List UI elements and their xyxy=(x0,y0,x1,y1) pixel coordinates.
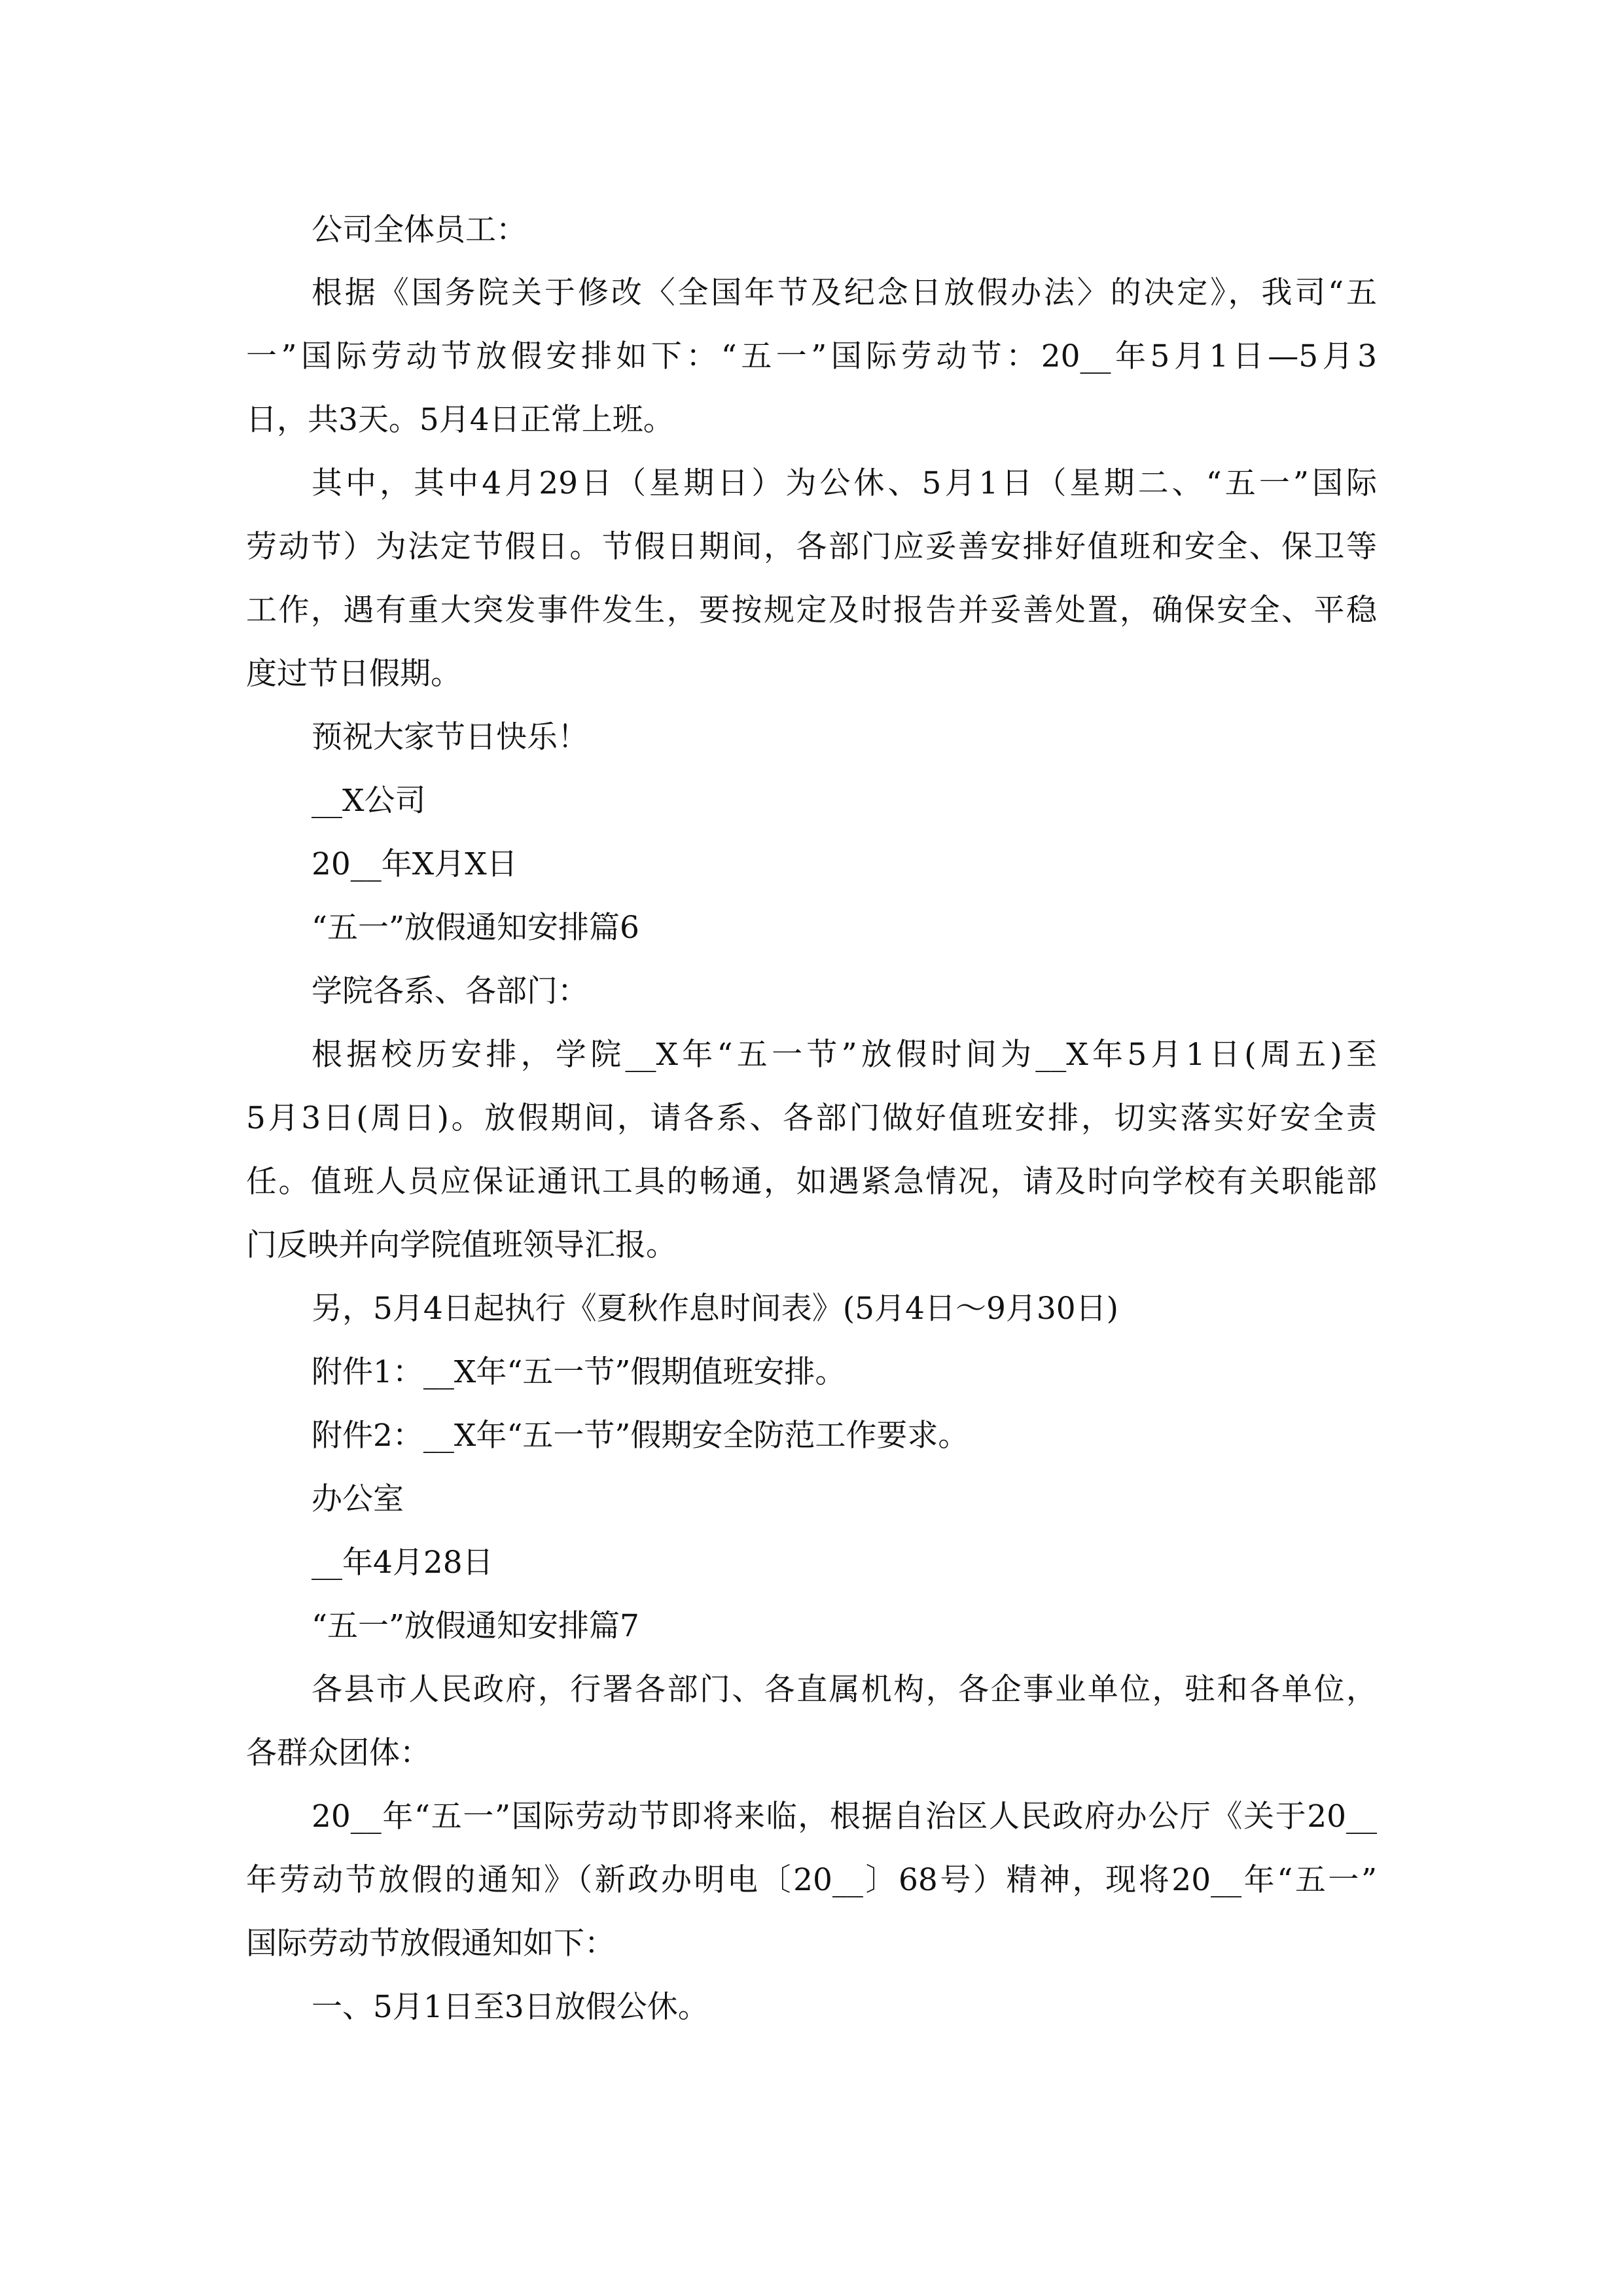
list-item: 一、5月1日至3日放假公休。 xyxy=(312,1989,709,2025)
salutation: 公司全体员工： xyxy=(312,212,527,248)
signature-office: 办公室 xyxy=(312,1481,404,1517)
paragraph-line: 5月3日(周日)。放假期间，请各系、各部门做好值班安排，切实落实好安全责 xyxy=(246,1100,1377,1136)
section-heading: “五一”放假通知安排篇6 xyxy=(312,910,639,946)
closing-line: 预祝大家节日快乐！ xyxy=(312,719,588,755)
paragraph-line: 各县市人民政府，行署各部门、各直属机构，各企事业单位，驻和各单位， xyxy=(312,1672,1377,1708)
paragraph-line: 任。值班人员应保证通讯工具的畅通，如遇紧急情况，请及时向学校有关职能部 xyxy=(246,1164,1377,1200)
paragraph-line: 工作，遇有重大突发事件发生，要按规定及时报告并妥善处置，确保安全、平稳 xyxy=(246,592,1377,628)
paragraph-line: 度过节日假期。 xyxy=(246,656,461,692)
paragraph-line: 20__年“五一”国际劳动节即将来临，根据自治区人民政府办公厅《关于20__ xyxy=(312,1799,1377,1835)
paragraph-line: 门反映并向学院值班领导汇报。 xyxy=(246,1227,677,1263)
paragraph-line: 其中，其中4月29日（星期日）为公休、5月1日（星期二、“五一”国际 xyxy=(312,465,1377,501)
paragraph-line: 国际劳动节放假通知如下： xyxy=(246,1926,615,1962)
paragraph-line: 各群众团体： xyxy=(246,1735,431,1771)
paragraph-line: 根据《国务院关于修改〈全国年节及纪念日放假办法〉的决定》，我司“五 xyxy=(312,275,1377,311)
paragraph-line: 年劳动节放假的通知》（新政办明电〔20__〕68号）精神，现将20__年“五一” xyxy=(246,1862,1377,1898)
paragraph-line: 根据校历安排，学院__X年“五一节”放假时间为__X年5月1日(周五)至 xyxy=(312,1037,1377,1073)
attachment-line: 附件2：__X年“五一节”假期安全防范工作要求。 xyxy=(312,1418,969,1454)
paragraph-line: 另，5月4日起执行《夏秋作息时间表》(5月4日～9月30日) xyxy=(312,1291,1118,1327)
paragraph-line: 劳动节）为法定节假日。节假日期间，各部门应妥善安排好值班和安全、保卫等 xyxy=(246,529,1377,565)
salutation: 学院各系、各部门： xyxy=(312,973,588,1009)
section-heading: “五一”放假通知安排篇7 xyxy=(312,1608,639,1644)
signature-company: __X公司 xyxy=(312,783,426,819)
signature-date: __年4月28日 xyxy=(312,1545,493,1581)
signature-date: 20__年X月X日 xyxy=(312,846,518,882)
attachment-line: 附件1：__X年“五一节”假期值班安排。 xyxy=(312,1354,846,1390)
paragraph-line: 日，共3天。5月4日正常上班。 xyxy=(246,402,674,438)
paragraph-line: 一”国际劳动节放假安排如下：“五一”国际劳动节：20__年5月1日—5月3 xyxy=(246,338,1377,374)
